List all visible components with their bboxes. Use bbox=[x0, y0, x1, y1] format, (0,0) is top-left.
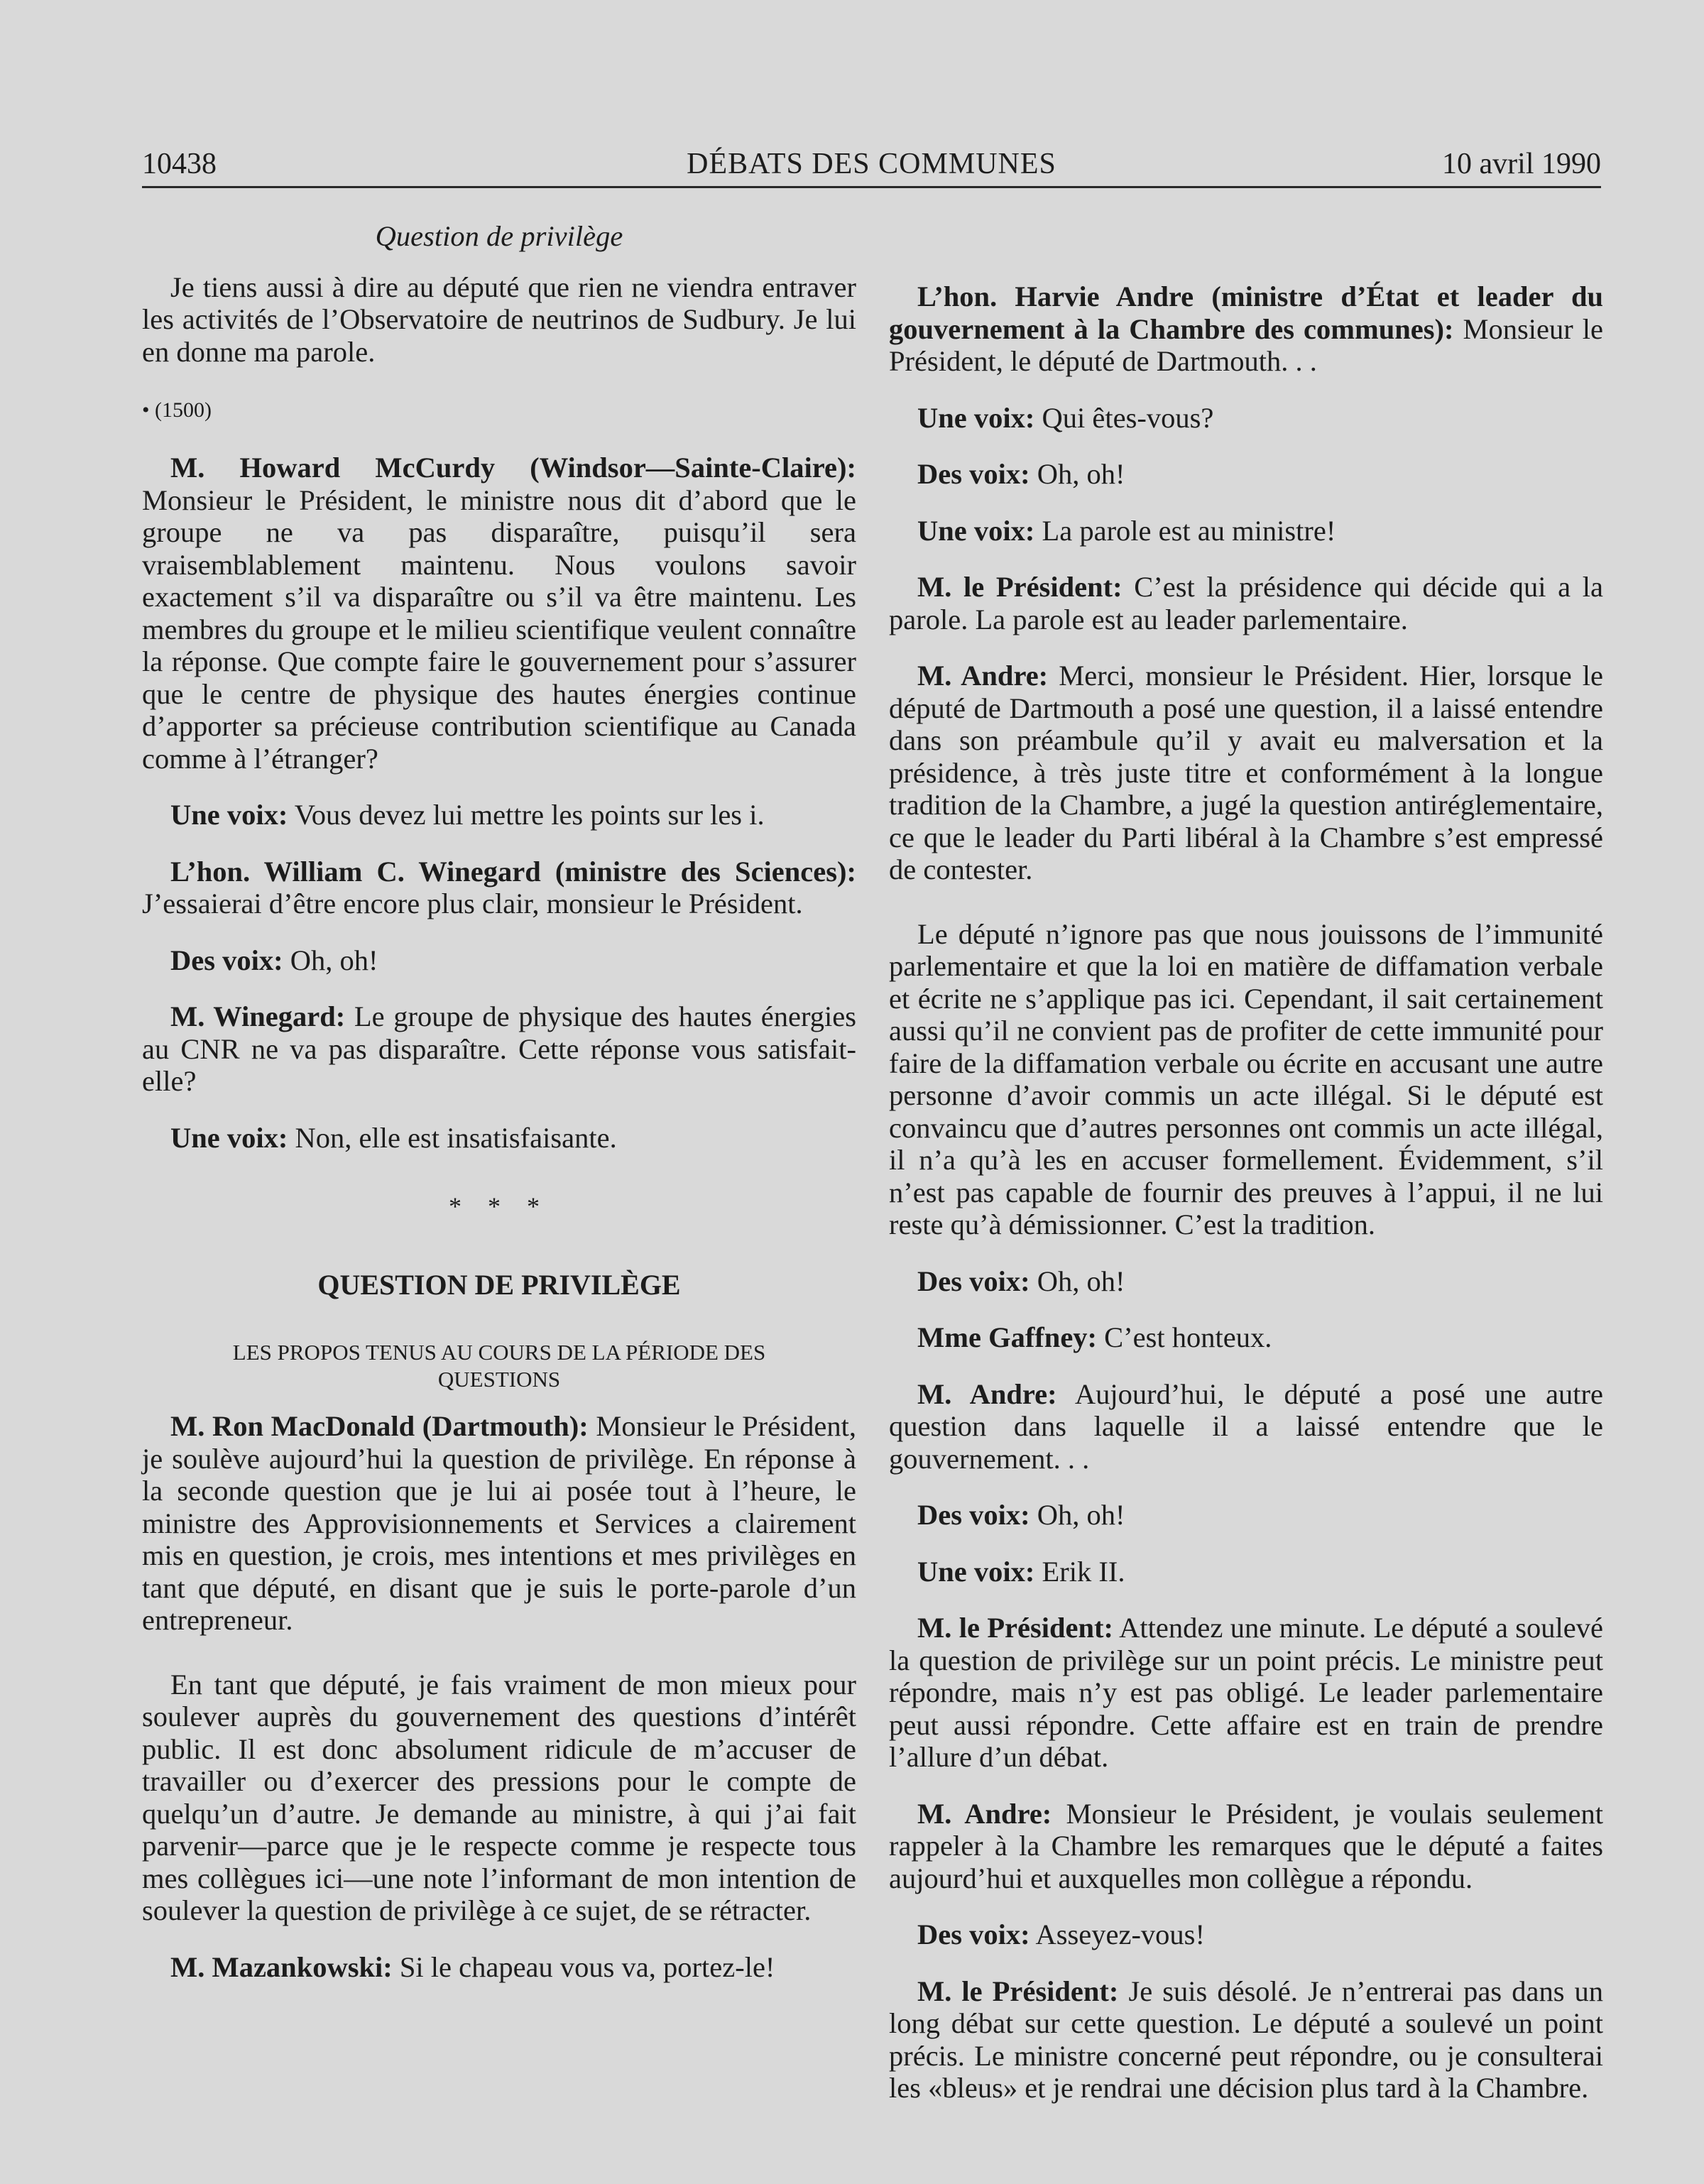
paragraph: Je tiens aussi à dire au député que rien ne viendra entraver les activités de l’Observatoire de neutrinos de Sudbury. Je lui en donne ma parole. bbox=[142, 271, 856, 368]
speaker-name: L’hon. William C. Winegard (ministre des Sciences): bbox=[170, 855, 856, 888]
speech-speaker: M. le Président: C’est la présidence qui décide qui a la parole. La parole est au leader parlementaire. bbox=[889, 571, 1604, 635]
speaker-name: Des voix: bbox=[917, 458, 1030, 490]
speech-voice: Une voix: Non, elle est insatisfaisante. bbox=[170, 1121, 617, 1154]
speech-voices: Des voix: Asseyez-vous! bbox=[917, 1918, 1205, 1950]
speaker-name: Mme Gaffney: bbox=[917, 1321, 1098, 1353]
speech-voice: Une voix: Qui êtes-vous? bbox=[917, 401, 1214, 434]
section-separator: * * * bbox=[449, 1192, 550, 1221]
speech-andre: M. Andre: Aujourd’hui, le député a posé une autre question dans laquelle il a laissé entendre que le gouvernement. . . bbox=[889, 1377, 1604, 1475]
speech-voices: Des voix: Oh, oh! bbox=[917, 1499, 1125, 1531]
speaker-name: M. le Président: bbox=[917, 1975, 1119, 2007]
speaker-name: M. Andre: bbox=[917, 1377, 1057, 1410]
speaker-name: Une voix: bbox=[170, 1121, 288, 1154]
speaker-name: M. Mazankowski: bbox=[170, 1950, 393, 1983]
speech-macdonald: M. Ron MacDonald (Dartmouth): Monsieur le Président, je soulève aujourd’hui la question de privilège. En réponse à la seconde question que je lui ai posée tout à l’heure, le ministre des Approvisionnements et Services a clairement mis en question, je crois, mes intentions et mes privilèges en tant que député, en disant que je suis le porte-parole d’un entrepreneur. bbox=[142, 1410, 856, 1636]
header-rule bbox=[142, 186, 1601, 188]
running-subject: Question de privilège bbox=[375, 220, 623, 252]
page-header bbox=[142, 144, 1601, 187]
speech-gaffney: Mme Gaffney: C’est honteux. bbox=[917, 1321, 1272, 1353]
speaker-name: L’hon. Harvie Andre (ministre d’État et leader du gouvernement à la Chambre des communes): bbox=[889, 280, 1603, 345]
speaker-name: Une voix: bbox=[917, 1555, 1035, 1588]
publication-date: 10 avril 1990 bbox=[1442, 148, 1601, 180]
section-heading: QUESTION DE PRIVILÈGE bbox=[317, 1268, 681, 1301]
speaker-name: M. Ron MacDonald (Dartmouth): bbox=[170, 1410, 589, 1442]
right-column bbox=[889, 220, 1603, 2104]
section-subheading: LES PROPOS TENUS AU COURS DE LA PÉRIODE DES QUESTIONS bbox=[232, 1340, 766, 1392]
speech-andre-full: L’hon. Harvie Andre (ministre d’État et leader du gouvernement à la Chambre des communes): Monsieur le Président, le député de Dartmouth. . . bbox=[889, 280, 1603, 377]
speaker-name: Des voix: bbox=[917, 1918, 1030, 1950]
speaker-name: Une voix: bbox=[170, 799, 288, 831]
speaker-name: M. Andre: bbox=[917, 1797, 1052, 1830]
speaker-name: Des voix: bbox=[170, 944, 283, 976]
speaker-name: M. Andre: bbox=[917, 660, 1049, 692]
speech-winegard: M. Winegard: Le groupe de physique des hautes énergies au CNR ne va pas disparaître. Cette réponse vous satisfait-elle? bbox=[142, 1000, 856, 1097]
speaker-name: Une voix: bbox=[917, 401, 1035, 434]
speaker-name: M. le Président: bbox=[917, 571, 1123, 603]
paragraph: En tant que député, je fais vraiment de mon mieux pour soulever auprès du gouvernement des questions d’intérêt public. Il est donc absolument ridicule de m’accuser de travailler ou d’exercer des pressions pour le compte de quelqu’un d’autre. Je demande au ministre, à qui j’ai fait parvenir—parce que je le respecte comme je respecte tous mes collègues ici—une note l’informant de mon intention de soulever la question de privilège à ce sujet, de se rétracter. bbox=[142, 1668, 856, 1926]
speaker-name: M. Howard McCurdy (Windsor—Sainte-Claire): bbox=[170, 452, 856, 484]
left-column bbox=[142, 220, 856, 1983]
speech-speaker: M. le Président: Attendez une minute. Le député a soulevé la question de privilège sur un point précis. Le ministre peut répondre, mais n’y est pas obligé. Le leader parlementaire peut aussi répondre. Cette affaire est en train de prendre l’allure d’un débat. bbox=[889, 1612, 1604, 1773]
speech-voices: Des voix: Oh, oh! bbox=[170, 944, 378, 976]
speaker-name: Une voix: bbox=[917, 514, 1035, 547]
speech-andre: M. Andre: Merci, monsieur le Président. Hier, lorsque le député de Dartmouth a posé une question, il a laissé entendre dans son préambule qu’il y avait eu malversation et la présidence, à très juste titre et conformément à la longue tradition de la Chambre, a jugé la question antiréglementaire, ce que le leader du Parti libéral à la Chambre s’est empressé de contester. bbox=[889, 660, 1604, 885]
speech-voice: Une voix: Erik II. bbox=[917, 1555, 1125, 1588]
speaker-name: Des voix: bbox=[917, 1499, 1030, 1531]
page-number: 10438 bbox=[142, 148, 217, 180]
timestamp: • (1500) bbox=[142, 398, 212, 422]
speech-mazankowski: M. Mazankowski: Si le chapeau vous va, portez-le! bbox=[170, 1950, 775, 1983]
speech-voices: Des voix: Oh, oh! bbox=[917, 1265, 1125, 1297]
speech-andre: M. Andre: Monsieur le Président, je voulais seulement rappeler à la Chambre les remarques que le député a faites aujourd’hui et auxquelles mon collègue a répondu. bbox=[889, 1797, 1604, 1894]
publication-title: DÉBATS DES COMMUNES bbox=[687, 148, 1056, 180]
speaker-name: Des voix: bbox=[917, 1265, 1030, 1297]
speech-voice: Une voix: La parole est au ministre! bbox=[917, 514, 1336, 547]
speaker-name: M. le Président: bbox=[917, 1612, 1114, 1644]
speech-voice: Une voix: Vous devez lui mettre les points sur les i. bbox=[170, 799, 765, 831]
speech-winegard-full: L’hon. William C. Winegard (ministre des Sciences): J’essaierai d’être encore plus clair, monsieur le Président. bbox=[142, 855, 856, 919]
paragraph: Le député n’ignore pas que nous jouissons de l’immunité parlementaire et que la loi en matière de diffamation verbale et écrite ne s’applique pas ici. Cependant, il sait certainement aussi qu’il ne convient pas de profiter de cette immunité pour faire de la diffamation verbale ou écrite en accusant une autre personne d’avoir commis un acte illégal. Si le député est convaincu que d’autres personnes ont commis un acte illégal, il n’a qu’à les en accuser formellement. Évidemment, s’il n’est pas capable de fournir des preuves à l’appui, il ne lui reste qu’à démissionner. C’est la tradition. bbox=[889, 917, 1603, 1240]
speaker-name: M. Winegard: bbox=[170, 1000, 346, 1032]
speech-mccurdy: M. Howard McCurdy (Windsor—Sainte-Claire): Monsieur le Président, le ministre nous dit d’abord que le groupe ne va pas disparaître, puisqu’il sera vraisemblablement maintenu. Nous voulons savoir exactement s’il va disparaître ou s’il va être maintenu. Les membres du groupe et le milieu scientifique veulent connaître la réponse. Que compte faire le gouvernement pour s’assurer que le centre de physique des hautes énergies continue d’apporter sa précieuse contribution scientifique au Canada comme à l’étranger? bbox=[142, 452, 856, 775]
speech-voices: Des voix: Oh, oh! bbox=[917, 458, 1125, 490]
speech-speaker: M. le Président: Je suis désolé. Je n’entrerai pas dans un long débat sur cette question. Le député a soulevé un point précis. Le ministre concerné peut répondre, ou je consulterai les «bleus» et je rendrai une décision plus tard à la Chambre. bbox=[889, 1975, 1604, 2104]
